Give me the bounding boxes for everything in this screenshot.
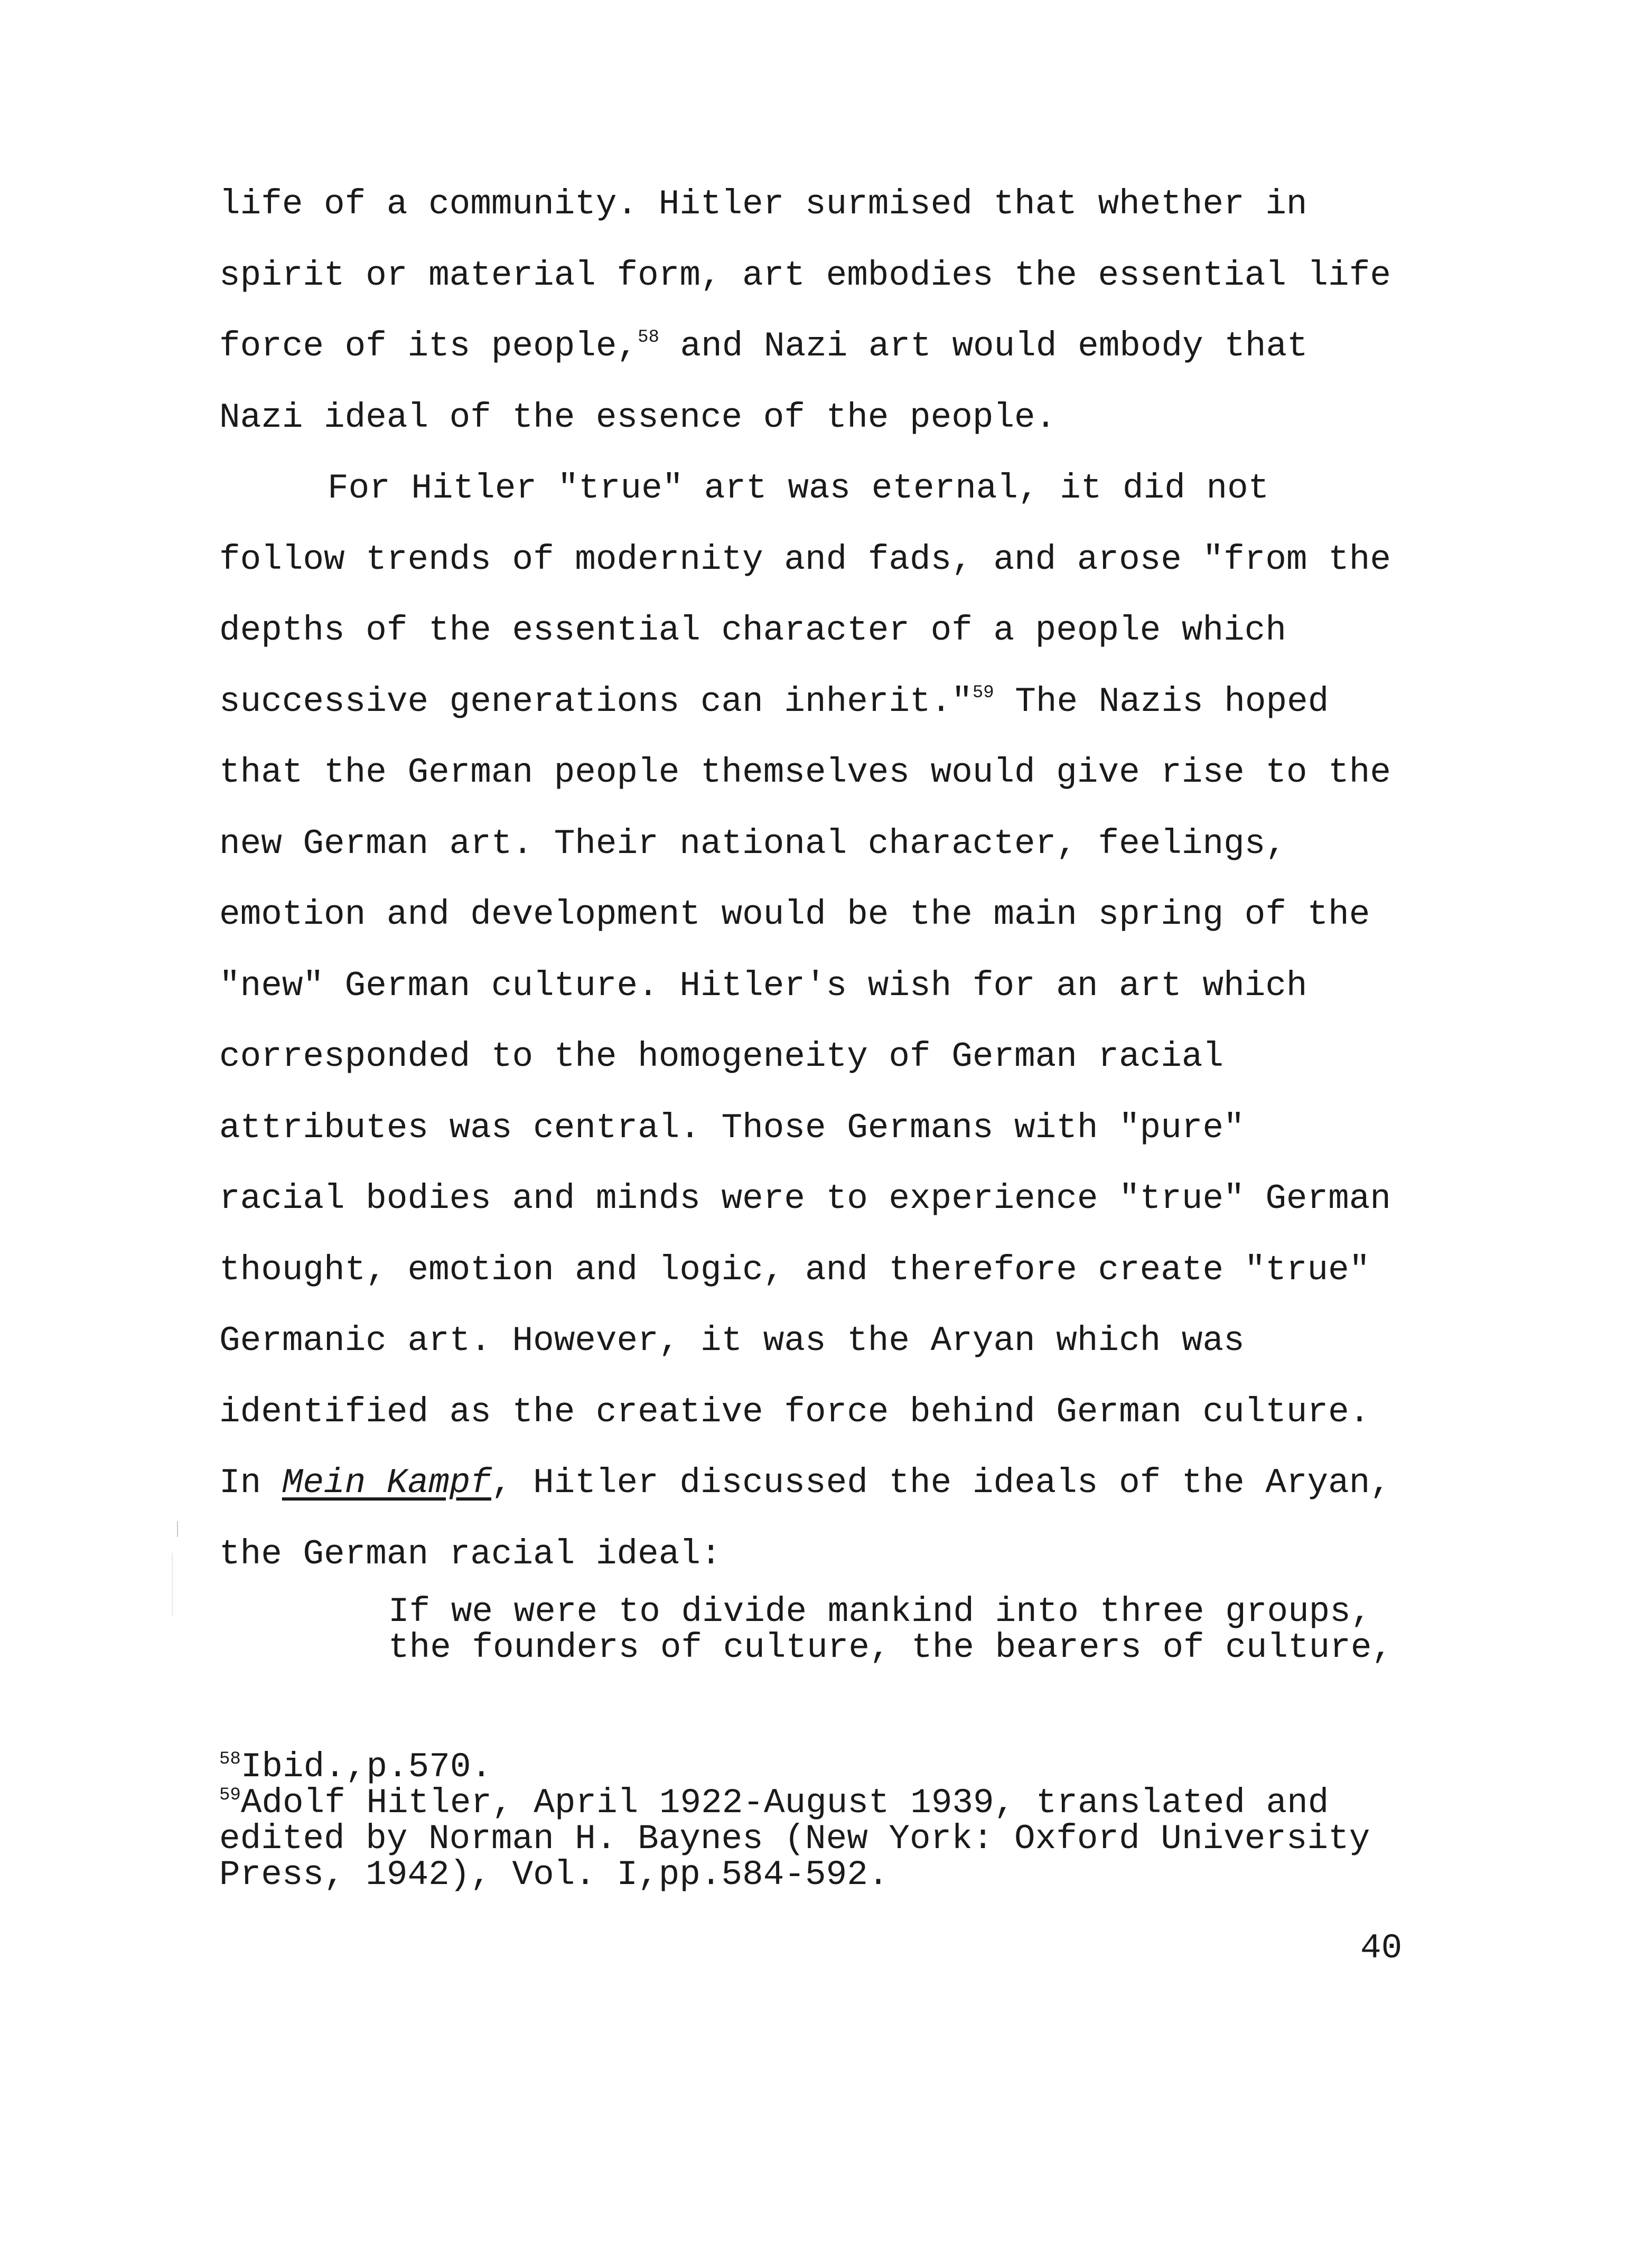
footnote-number: 58	[219, 1749, 241, 1769]
footnote-line	[219, 1821, 1370, 1857]
text-run: depths of the essential character of a people which	[219, 611, 1286, 650]
text-run: that the German people themselves would give rise to the	[219, 753, 1391, 792]
scan-artifact	[177, 1521, 178, 1537]
body-line	[219, 1021, 1424, 1093]
quote-line: If we were to divide mankind into three groups,	[388, 1592, 1372, 1632]
text-run: force of its people,	[219, 326, 638, 366]
text-run: successive generations can inherit."	[219, 681, 973, 721]
footnote-text: edited by Norman H. Baynes (New York: Oxford University	[219, 1819, 1370, 1859]
footnote-ref: 58	[638, 327, 659, 348]
text-run: Germanic art. However, it was the Aryan which was	[219, 1321, 1245, 1361]
text-run: For Hitler "true" art was eternal, it did not	[328, 468, 1269, 508]
scan-artifact	[172, 1553, 173, 1616]
text-run: spirit or material form, art embodies the essential life	[219, 255, 1391, 295]
body-line	[219, 1306, 1424, 1377]
body-line	[219, 524, 1424, 596]
text-run: and Nazi art would embody that	[659, 326, 1308, 366]
footnote-number: 59	[219, 1785, 241, 1805]
footnote-text: Adolf Hitler, April 1922-August 1939, translated and	[240, 1783, 1329, 1823]
text-run: corresponded to the homogeneity of German racial	[219, 1037, 1224, 1076]
text-run: racial bodies and minds were to experience "true" German	[219, 1179, 1391, 1219]
body-line	[219, 453, 1424, 524]
body-line	[219, 382, 1424, 454]
quote-line: the founders of culture, the bearers of culture,	[388, 1628, 1393, 1667]
body-line	[219, 169, 1424, 240]
page-number: 40	[1360, 1928, 1403, 1968]
body-line	[219, 1377, 1424, 1448]
text-run: attributes was central. Those Germans with "pure"	[219, 1108, 1245, 1148]
body-line	[219, 240, 1424, 312]
footnote-ref: 59	[972, 682, 994, 703]
text-run: identified as the creative force behind German culture.	[219, 1392, 1370, 1432]
text-run: Nazi ideal of the essence of the people.	[219, 397, 1057, 437]
body-line	[219, 1519, 1424, 1590]
footnote-line	[219, 1749, 1370, 1785]
text-run: , Hitler discussed the ideals of the Aryan,	[491, 1463, 1391, 1503]
body-line	[219, 595, 1424, 667]
text-run: The Nazis hoped	[994, 681, 1329, 721]
body-line	[219, 1235, 1424, 1306]
text-run: follow trends of modernity and fads, and arose "from the	[219, 539, 1391, 579]
body-line	[219, 737, 1424, 809]
text-run: thought, emotion and logic, and therefore create "true"	[219, 1250, 1370, 1290]
footnote-text: Ibid.,p.570.	[240, 1747, 492, 1787]
body-line	[219, 667, 1424, 738]
text-run: emotion and development would be the main spring of the	[219, 895, 1370, 934]
body-line	[219, 951, 1424, 1022]
footnote-line	[219, 1785, 1370, 1821]
text-run: the German racial ideal:	[219, 1534, 722, 1574]
block-quote	[388, 1594, 1393, 1666]
body-line	[219, 1448, 1424, 1519]
body-line	[219, 311, 1424, 382]
book-title: Mein Kampf	[282, 1463, 491, 1503]
text-run: life of a community. Hitler surmised that whether in	[219, 184, 1307, 224]
body-line	[219, 1093, 1424, 1164]
body-line	[219, 1164, 1424, 1235]
body-text	[219, 169, 1424, 1590]
text-run: In	[219, 1463, 282, 1503]
text-run: new German art. Their national character, feelings,	[219, 823, 1286, 864]
footnote-text: Press, 1942), Vol. I,pp.584-592.	[219, 1855, 889, 1895]
body-line	[219, 879, 1424, 951]
body-line	[219, 809, 1424, 880]
footnote-line	[219, 1857, 1370, 1893]
footnotes	[219, 1749, 1370, 1893]
text-run: "new" German culture. Hitler's wish for an art which	[219, 966, 1307, 1006]
